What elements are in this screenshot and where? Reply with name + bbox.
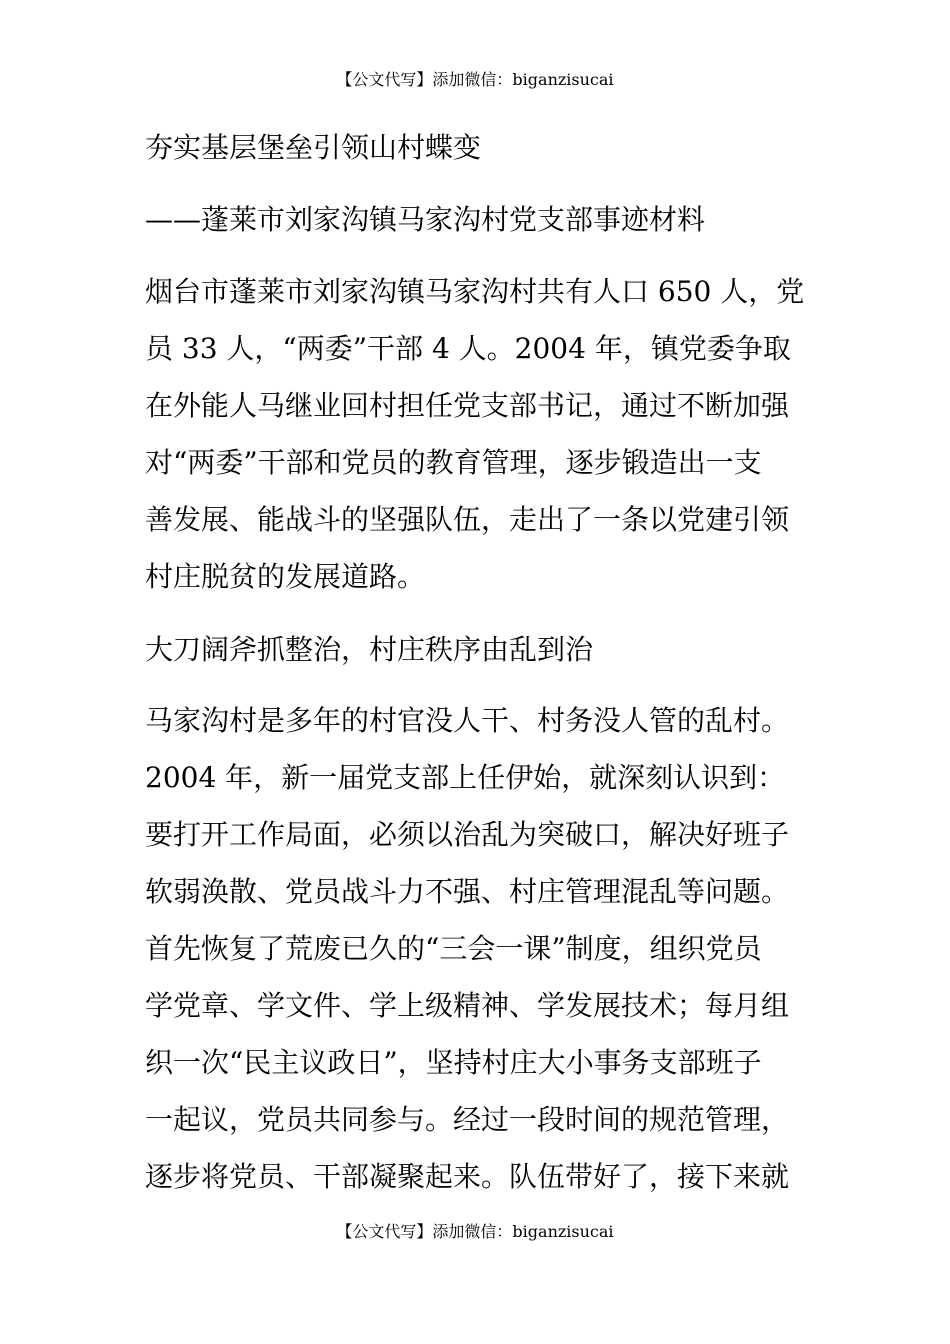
paragraph-line: 软弱涣散、党员战斗力不强、村庄管理混乱等问题。 — [145, 875, 790, 908]
paragraph-line: 一起议，党员共同参与。经过一段时间的规范管理， — [145, 1103, 790, 1136]
paragraph-line: 2004 年，新一届党支部上任伊始，就深刻认识到： — [145, 761, 786, 794]
page-footer: 【公文代写】添加微信：biganzisucai — [336, 1222, 614, 1241]
body-paragraph — [145, 692, 825, 1205]
paragraph-line: 善发展、能战斗的坚强队伍，走出了一条以党建引领 — [145, 503, 790, 536]
document-subtitle: ——蓬莱市刘家沟镇马家沟村党支部事迹材料 — [145, 203, 706, 236]
paragraph-line: 逐步将党员、干部凝聚起来。队伍带好了，接下来就 — [145, 1160, 790, 1193]
paragraph-line: 要打开工作局面，必须以治乱为突破口，解决好班子 — [145, 818, 790, 851]
paragraph-line: 村庄脱贫的发展道路。 — [145, 560, 426, 593]
intro-paragraph — [145, 263, 825, 605]
paragraph-line: 烟台市蓬莱市刘家沟镇马家沟村共有人口 650 人，党 — [145, 275, 805, 308]
paragraph-line: 员 33 人，“两委”干部 4 人。2004 年，镇党委争取 — [145, 332, 791, 365]
paragraph-line: 马家沟村是多年的村官没人干、村务没人管的乱村。 — [145, 704, 790, 737]
paragraph-line: 在外能人马继业回村担任党支部书记，通过不断加强 — [145, 389, 790, 422]
page-header: 【公文代写】添加微信：biganzisucai — [336, 70, 614, 89]
section-heading: 大刀阔斧抓整治，村庄秩序由乱到治 — [145, 633, 594, 666]
paragraph-line: 织一次“民主议政日”，坚持村庄大小事务支部班子 — [145, 1046, 762, 1079]
paragraph-line: 首先恢复了荒废已久的“三会一课”制度，组织党员 — [145, 932, 762, 965]
paragraph-line: 学党章、学文件、学上级精神、学发展技术；每月组 — [145, 989, 790, 1022]
document-title: 夯实基层堡垒引领山村蝶变 — [145, 131, 482, 164]
paragraph-line: 对“两委”干部和党员的教育管理，逐步锻造出一支 — [145, 446, 762, 479]
